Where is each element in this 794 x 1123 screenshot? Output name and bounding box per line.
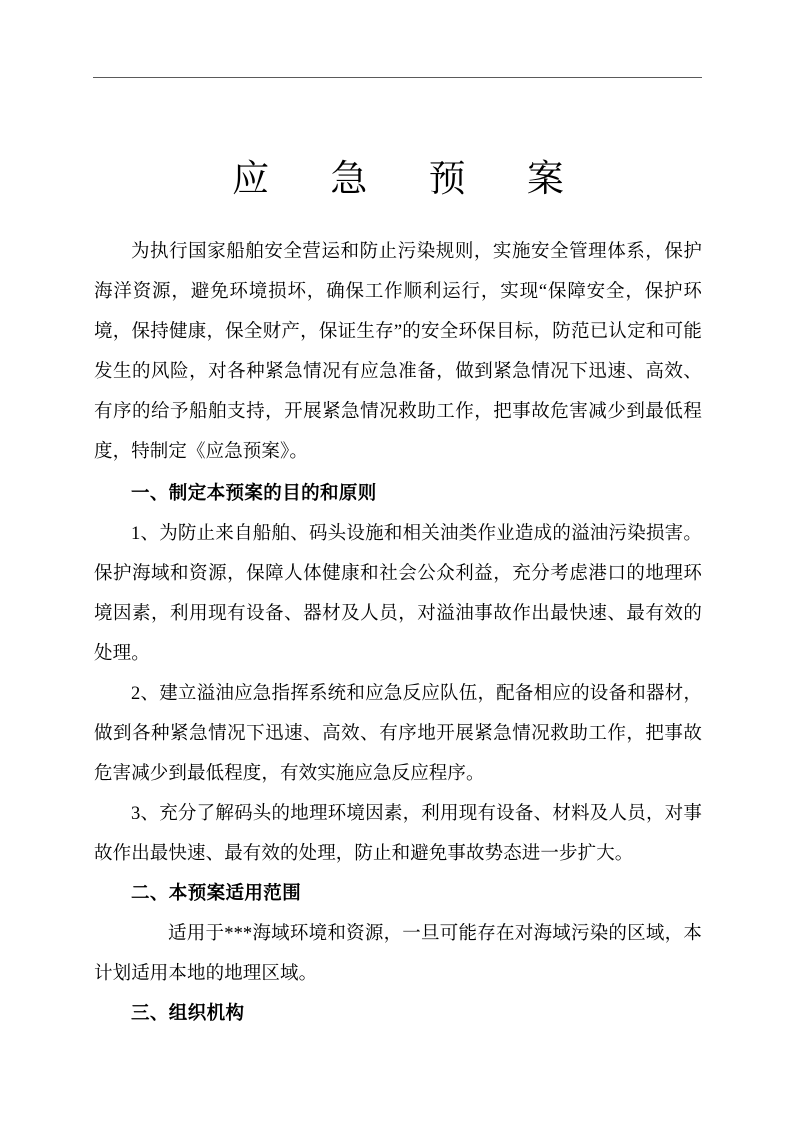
- header-rule-divider: [93, 77, 702, 78]
- item-2-paragraph: 2、建立溢油应急指挥系统和应急反应队伍，配备相应的设备和器材，做到各种紧急情况下迅速、高效、有序地开展紧急情况救助工作，把事故危害减少到最低程度，有效实施应急反应程序。: [94, 684, 702, 784]
- section-heading-1: 一、制定本预案的目的和原则: [131, 484, 377, 504]
- scope-paragraph: 适用于***海域环境和资源，一旦可能存在对海域污染的区域，本计划适用本地的地理区域。: [94, 924, 702, 984]
- page-title: 应 急 预 案: [232, 159, 590, 200]
- item-3-paragraph: 3、充分了解码头的地理环境因素，利用现有设备、材料及人员，对事故作出最快速、最有效的处理，防止和避免事故势态进一步扩大。: [94, 804, 702, 864]
- section-heading-3: 三、组织机构: [131, 1004, 245, 1024]
- page-header: [0, 0, 794, 100]
- item-1-paragraph: 1、为防止来自船舶、码头设施和相关油类作业造成的溢油污染损害。保护海域和资源，保障人体健康和社会公众利益，充分考虑港口的地理环境因素，利用现有设备、器材及人员，对溢油事故作出最快速、最有效的处理。: [94, 524, 702, 664]
- document-body: [94, 150, 702, 1034]
- section-heading-2: 二、本预案适用范围: [131, 884, 302, 904]
- intro-paragraph: 为执行国家船舶安全营运和防止污染规则，实施安全管理体系，保护海洋资源，避免环境损坏，确保工作顺利运行，实现“保障安全，保护环境，保持健康，保全财产，保证生存”的安全环保目标，防范已认定和可能发生的风险，对各种紧急情况有应急准备，做到紧急情况下迅速、高效、有序的给予船舶支持，开展紧急情况救助工作，把事故危害减少到最低程度，特制定《应急预案》。: [94, 242, 702, 462]
